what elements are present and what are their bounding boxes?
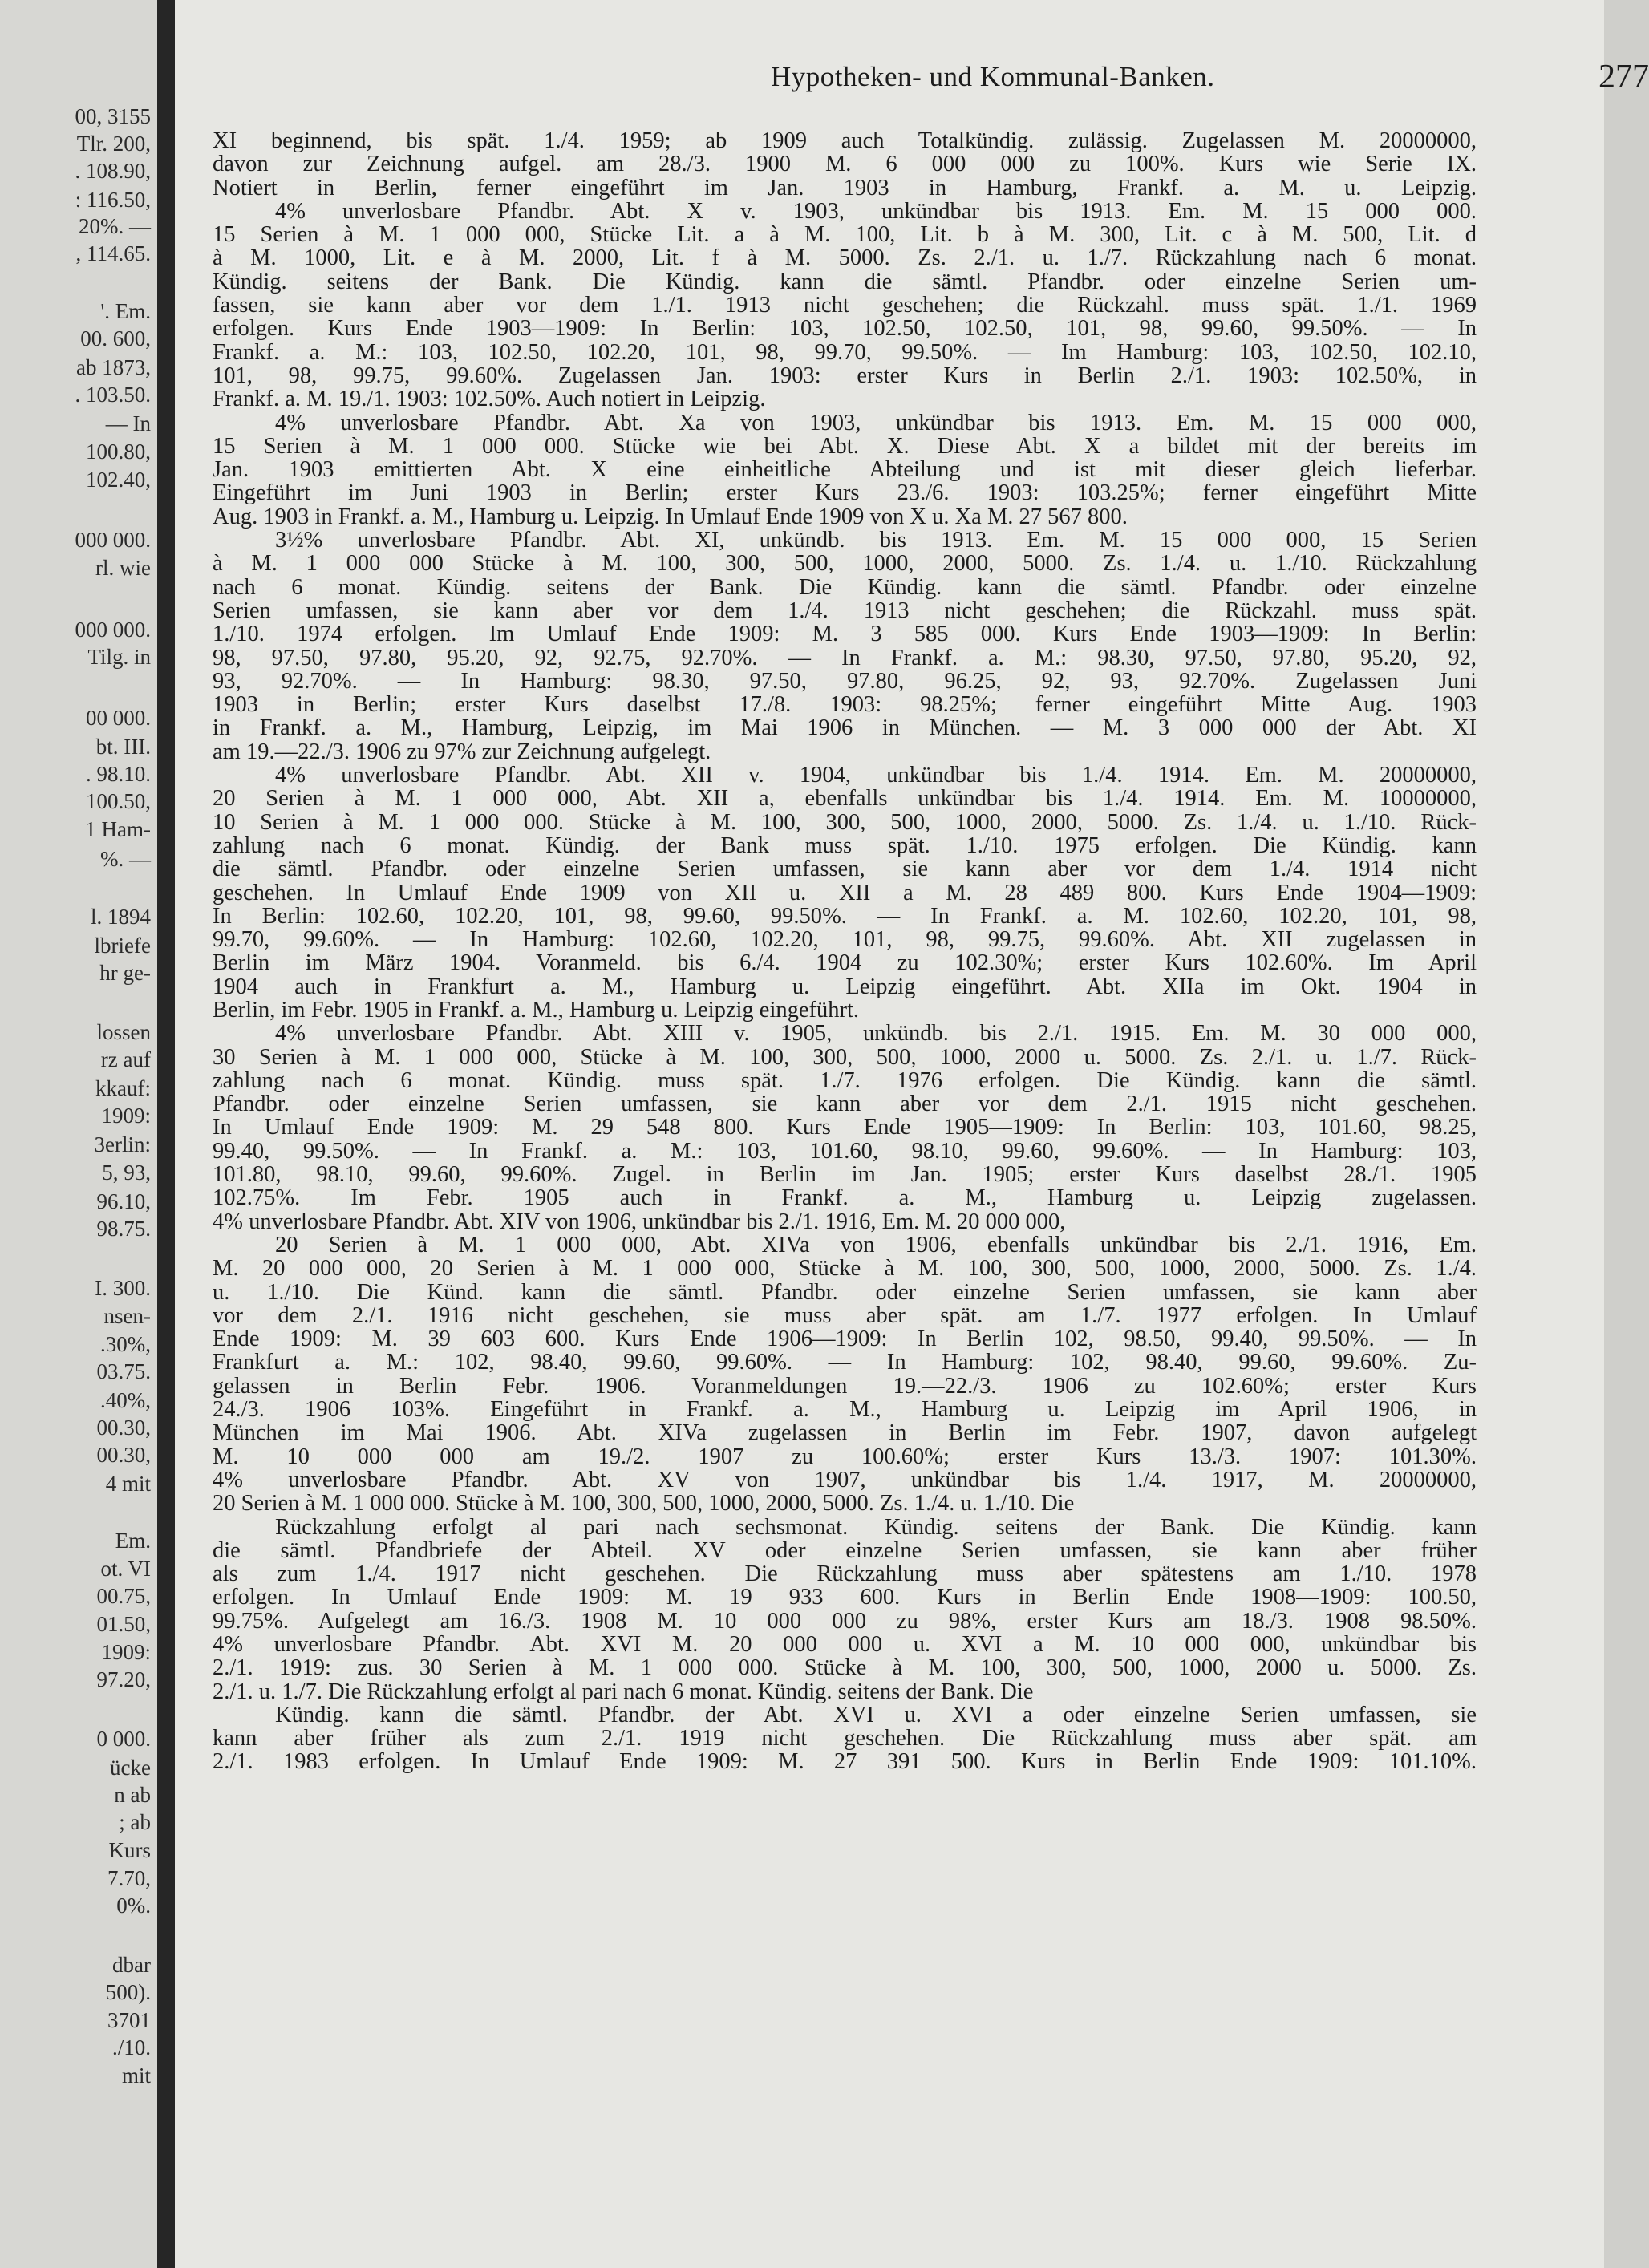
text-line: 1904 auch in Frankfurt a. M., Hamburg u. Leipzig eingeführt. Abt. XIIa im Okt. 1904 in <box>213 974 1477 999</box>
margin-fragment: 102.40, <box>86 468 151 492</box>
text-line: 4% unverlosbare Pfandbr. Abt. XIII v. 1905, unkündb. bis 2./1. 1915. Em. M. 30 000 000, <box>275 1021 1477 1047</box>
text-line: 30 Serien à M. 1 000 000, Stücke à M. 100, 300, 500, 1000, 2000 u. 5000. Zs. 2./1. u. 1./7. Rück- <box>213 1044 1477 1070</box>
text-line: Eingeführt im Juni 1903 in Berlin; erster Kurs 23./6. 1903: 103.25%; ferner eingeführt Mitte <box>213 480 1477 506</box>
margin-fragment: 01.50, <box>96 1612 151 1636</box>
margin-fragment: , 114.65. <box>75 241 151 265</box>
text-line: 1903 in Berlin; erster Kurs daselbst 17./8. 1903: 98.25%; ferner eingeführt Mitte Aug. 1903 <box>213 692 1477 718</box>
text-line: 20 Serien à M. 1 000 000, Abt. XII a, ebenfalls unkündbar bis 1./4. 1914. Em. M. 10000000, <box>213 786 1477 812</box>
margin-fragment: 1 Ham- <box>85 817 151 841</box>
text-line: die sämtl. Pfandbriefe der Abteil. XV oder einzelne Serien umfassen, sie kann aber früher <box>213 1537 1477 1563</box>
text-line: gelassen in Berlin Febr. 1906. Voranmeldungen 19.—22./3. 1906 zu 102.60%; erster Kurs <box>213 1373 1477 1399</box>
text-line: 15 Serien à M. 1 000 000. Stücke wie bei Abt. X. Diese Abt. X a bildet mit der bereits im <box>213 433 1477 459</box>
text-line: 24./3. 1906 103%. Eingeführt in Frankf. a. M., Hamburg u. Leipzig im April 1906, in <box>213 1397 1477 1423</box>
margin-fragment: 4 mit <box>105 1472 151 1496</box>
text-line: am 19.—22./3. 1906 zu 97% zur Zeichnung aufgelegt. <box>213 739 711 764</box>
text-line: erfolgen. In Umlauf Ende 1909: M. 19 933 600. Kurs in Berlin Ende 1908—1909: 100.50, <box>213 1585 1477 1610</box>
margin-fragment: Tilg. in <box>87 645 151 669</box>
margin-fragment: .40%, <box>100 1388 151 1412</box>
text-line: 99.40, 99.50%. — In Frankf. a. M.: 103, 101.60, 98.10, 99.60, 99.60%. — In Hamburg: 103, <box>213 1138 1477 1164</box>
margin-fragment: — In <box>105 411 151 435</box>
text-line: In Umlauf Ende 1909: M. 29 548 800. Kurs Ende 1905—1909: In Berlin: 103, 101.60, 98.25, <box>213 1115 1477 1140</box>
text-line: als zum 1./4. 1917 nicht geschehen. Die Rückzahlung muss aber spätestens am 1./10. 1978 <box>213 1561 1477 1587</box>
text-line: zahlung nach 6 monat. Kündig. muss spät. 1./7. 1976 erfolgen. Die Kündig. kann die sämtl. <box>213 1067 1477 1093</box>
text-line: 4% unverlosbare Pfandbr. Abt. X v. 1903, unkündbar bis 1913. Em. M. 15 000 000. <box>275 198 1477 224</box>
text-line: 4% unverlosbare Pfandbr. Abt. XVI M. 20 000 000 u. XVI a M. 10 000 000, unkündbar bis <box>213 1632 1477 1657</box>
margin-fragment: 1909: <box>101 1640 151 1664</box>
margin-fragment: lbriefe <box>94 934 151 958</box>
margin-fragment: . 103.50. <box>75 383 151 407</box>
text-line: 2./1. 1983 erfolgen. In Umlauf Ende 1909: M. 27 391 500. Kurs in Berlin Ende 1909: 101.10%. <box>213 1749 1477 1775</box>
text-line: 10 Serien à M. 1 000 000. Stücke à M. 100, 300, 500, 1000, 2000, 5000. Zs. 1./4. u. 1./10. Rück- <box>213 809 1477 835</box>
text-line: 99.70, 99.60%. — In Hamburg: 102.60, 102.20, 101, 98, 99.75, 99.60%. Abt. XII zugelassen in <box>213 927 1477 953</box>
text-line: Kündig. seitens der Bank. Die Kündig. kann die sämtl. Pfandbr. oder einzelne Serien um- <box>213 269 1477 294</box>
margin-fragment: 000 000. <box>75 618 151 642</box>
margin-fragment: Kurs <box>108 1838 151 1862</box>
body-text <box>213 129 1477 1774</box>
text-line: Frankfurt a. M.: 102, 98.40, 99.60, 99.60%. — In Hamburg: 102, 98.40, 99.60, 99.60%. Zu- <box>213 1350 1477 1375</box>
text-line: Notiert in Berlin, ferner eingeführt im Jan. 1903 in Hamburg, Frankf. a. M. u. Leipzig. <box>213 175 1477 200</box>
text-line: 101.80, 98.10, 99.60, 99.60%. Zugel. in Berlin im Jan. 1905; erster Kurs daselbst 28./1. 1905 <box>213 1162 1477 1188</box>
margin-fragment: mit <box>121 2063 151 2088</box>
margin-fragment: 00. 600, <box>80 326 151 350</box>
margin-fragment: %. — <box>100 847 151 871</box>
text-line: 101, 98, 99.75, 99.60%. Zugelassen Jan. 1903: erster Kurs in Berlin 2./1. 1903: 102.50%, in <box>213 362 1477 388</box>
text-line: München im Mai 1906. Abt. XIVa zugelassen in Berlin im Febr. 1907, davon aufgelegt <box>213 1420 1477 1446</box>
margin-fragment: 0 000. <box>96 1727 151 1751</box>
margin-fragment: kkauf: <box>95 1076 151 1100</box>
running-head: Hypotheken- und Kommunal-Banken. <box>771 61 1215 92</box>
text-line: erfolgen. Kurs Ende 1903—1909: In Berlin: 103, 102.50, 102.50, 101, 98, 99.60, 99.50%. — In <box>213 316 1477 342</box>
margin-fragment: 1909: <box>101 1104 151 1128</box>
text-line: Berlin, im Febr. 1905 in Frankf. a. M., Hamburg u. Leipzig eingeführt. <box>213 997 860 1023</box>
text-line: geschehen. In Umlauf Ende 1909 von XII u. XII a M. 28 489 800. Kurs Ende 1904—1909: <box>213 880 1477 905</box>
margin-fragment: 7.70, <box>107 1866 151 1890</box>
text-line: 2./1. u. 1./7. Die Rückzahlung erfolgt al pari nach 6 monat. Kündig. seitens der Bank. Die <box>213 1679 1034 1704</box>
text-line: Ende 1909: M. 39 603 600. Kurs Ende 1906—1909: In Berlin 102, 98.50, 99.40, 99.50%. — In <box>213 1326 1477 1352</box>
margin-fragment: 000 000. <box>75 528 151 552</box>
text-line: M. 10 000 000 am 19./2. 1907 zu 100.60%; erster Kurs 13./3. 1907: 101.30%. <box>213 1444 1477 1469</box>
margin-fragment: 500). <box>105 1980 151 2004</box>
margin-fragment: bt. III. <box>95 735 151 759</box>
margin-fragment: 98.75. <box>96 1217 151 1241</box>
text-line: in Frankf. a. M., Hamburg, Leipzig, im Mai 1906 in München. — M. 3 000 000 der Abt. XI <box>213 715 1477 741</box>
margin-fragment: l. 1894 <box>90 905 151 929</box>
margin-fragment: nsen- <box>103 1304 151 1328</box>
text-line: davon zur Zeichnung aufgel. am 28./3. 1900 M. 6 000 000 zu 100%. Kurs wie Serie IX. <box>213 152 1477 177</box>
text-line: 2./1. 1919: zus. 30 Serien à M. 1 000 000. Stücke à M. 100, 300, 500, 1000, 2000 u. 5000. Zs. <box>213 1655 1477 1681</box>
margin-fragment: 00.75, <box>96 1584 151 1608</box>
text-line: Serien umfassen, sie kann aber vor dem 1./4. 1913 nicht geschehen; die Rückzahl. muss spät. <box>213 597 1477 623</box>
text-line: 20 Serien à M. 1 000 000, Abt. XIVa von 1906, ebenfalls unkündbar bis 2./1. 1916, Em. <box>275 1232 1477 1258</box>
page-number: 277 <box>1598 59 1649 95</box>
text-line: Frankf. a. M.: 103, 102.50, 102.20, 101, 98, 99.70, 99.50%. — Im Hamburg: 103, 102.50, 102.10, <box>213 339 1477 365</box>
margin-fragment: rl. wie <box>95 556 151 580</box>
text-line: XI beginnend, bis spät. 1./4. 1959; ab 1909 auch Totalkündig. zulässig. Zugelassen M. 20000000, <box>213 128 1477 153</box>
margin-fragment: 100.50, <box>86 789 151 813</box>
margin-fragment: . 98.10. <box>86 762 151 786</box>
text-line: Jan. 1903 emittierten Abt. X eine einheitliche Abteilung und ist mit dieser gleich lieferbar. <box>213 457 1477 483</box>
margin-fragment: 3701 <box>107 2008 151 2032</box>
margin-fragment: 100.80, <box>86 439 151 464</box>
margin-fragment: ; ab <box>119 1810 151 1834</box>
text-line: à M. 1000, Lit. e à M. 2000, Lit. f à M. 5000. Zs. 2./1. u. 1./7. Rückzahlung nach 6 monat. <box>213 245 1477 271</box>
text-line: à M. 1 000 000 Stücke à M. 100, 300, 500, 1000, 2000, 5000. Zs. 1./4. u. 1./10. Rückzahlung <box>213 551 1477 577</box>
text-line: 4% unverlosbare Pfandbr. Abt. XIV von 1906, unkündbar bis 2./1. 1916, Em. M. 20 000 000, <box>213 1209 1066 1234</box>
text-line: 98, 97.50, 97.80, 95.20, 92, 92.75, 92.70%. — In Frankf. a. M.: 98.30, 97.50, 97.80, 95.20, 92, <box>213 645 1477 670</box>
margin-fragment: . 108.90, <box>75 159 151 183</box>
margin-fragment: ab 1873, <box>76 355 151 379</box>
text-line: die sämtl. Pfandbr. oder einzelne Serien umfassen, sie kann aber vor dem 1./4. 1914 nicht <box>213 857 1477 882</box>
margin-fragment: 00.30, <box>96 1415 151 1440</box>
text-line: Pfandbr. oder einzelne Serien umfassen, sie kann aber vor dem 2./1. 1915 nicht geschehen. <box>213 1091 1477 1117</box>
text-line: Aug. 1903 in Frankf. a. M., Hamburg u. Leipzig. In Umlauf Ende 1909 von X u. Xa M. 27 567 800. <box>213 504 1128 529</box>
text-line: 99.75%. Aufgelegt am 16./3. 1908 M. 10 000 000 zu 98%, erster Kurs am 18./3. 1908 98.50%. <box>213 1608 1477 1634</box>
text-line: M. 20 000 000, 20 Serien à M. 1 000 000, Stücke à M. 100, 300, 500, 1000, 2000, 5000. Zs. 1./4. <box>213 1256 1477 1282</box>
margin-fragment: n ab <box>114 1783 151 1807</box>
margin-fragment: 00 000. <box>86 706 151 730</box>
text-line: 4% unverlosbare Pfandbr. Abt. XV von 1907, unkündbar bis 1./4. 1917, M. 20000000, <box>213 1467 1477 1492</box>
text-line: Frankf. a. M. 19./1. 1903: 102.50%. Auch notiert in Leipzig. <box>213 387 766 412</box>
margin-fragment: I. 300. <box>95 1276 151 1300</box>
text-line: zahlung nach 6 monat. Kündig. der Bank muss spät. 1./10. 1975 erfolgen. Die Kündig. kann <box>213 832 1477 858</box>
margin-fragment: Em. <box>115 1529 151 1553</box>
margin-fragment: ot. VI <box>100 1557 151 1581</box>
text-line: In Berlin: 102.60, 102.20, 101, 98, 99.60, 99.50%. — In Frankf. a. M. 102.60, 102.20, 101, 98, <box>213 903 1477 929</box>
margin-fragment: 0%. <box>116 1893 151 1918</box>
text-line: 102.75%. Im Febr. 1905 auch in Frankf. a. M., Hamburg u. Leipzig zugelassen. <box>213 1185 1477 1211</box>
margin-fragment: lossen <box>96 1020 151 1044</box>
margin-fragment: 03.75. <box>96 1359 151 1383</box>
text-line: 1./10. 1974 erfolgen. Im Umlauf Ende 1909: M. 3 585 000. Kurs Ende 1903—1909: In Berlin: <box>213 622 1477 647</box>
margin-fragment: 96.10, <box>96 1189 151 1213</box>
text-line: vor dem 2./1. 1916 nicht geschehen, sie muss aber spät. am 1./7. 1977 erfolgen. In Umlauf <box>213 1302 1477 1328</box>
margin-fragment: .30%, <box>100 1332 151 1356</box>
previous-page-margin-strip <box>0 0 157 2268</box>
text-line: u. 1./10. Die Künd. kann die sämtl. Pfandbr. oder einzelne Serien umfassen, sie kann aber <box>213 1279 1477 1305</box>
margin-fragment: hr ge- <box>99 961 151 985</box>
text-line: Rückzahlung erfolgt al pari nach sechsmonat. Kündig. seitens der Bank. Die Kündig. kann <box>275 1514 1477 1540</box>
text-line: 3½% unverlosbare Pfandbr. Abt. XI, unkündb. bis 1913. Em. M. 15 000 000, 15 Serien <box>275 528 1477 553</box>
text-line: 4% unverlosbare Pfandbr. Abt. Xa von 1903, unkündbar bis 1913. Em. M. 15 000 000, <box>275 410 1477 435</box>
margin-fragment: ./10. <box>111 2035 151 2059</box>
margin-fragment: 20%. — <box>79 214 151 238</box>
margin-fragment: 00, 3155 <box>75 104 151 128</box>
text-line: Kündig. kann die sämtl. Pfandbr. der Abt. XVI u. XVI a oder einzelne Serien umfassen, sie <box>275 1702 1477 1727</box>
text-line: 15 Serien à M. 1 000 000, Stücke Lit. a à M. 100, Lit. b à M. 300, Lit. c à M. 500, Lit. d <box>213 222 1477 248</box>
margin-fragment: dbar <box>112 1953 151 1977</box>
margin-fragment: Tlr. 200, <box>76 132 151 156</box>
margin-fragment: 5, 93, <box>102 1160 151 1185</box>
margin-fragment: rz auf <box>100 1047 151 1071</box>
text-line: 20 Serien à M. 1 000 000. Stücke à M. 100, 300, 500, 1000, 2000, 5000. Zs. 1./4. u. 1./10. Die <box>213 1491 1075 1517</box>
margin-fragment: 00.30, <box>96 1443 151 1467</box>
text-line: kann aber früher als zum 2./1. 1919 nicht geschehen. Die Rückzahlung muss aber spät. am <box>213 1726 1477 1752</box>
margin-fragment: : 116.50, <box>75 188 151 212</box>
text-line: 93, 92.70%. — In Hamburg: 98.30, 97.50, 97.80, 96.25, 92, 93, 92.70%. Zugelassen Juni <box>213 668 1477 694</box>
text-line: Berlin im März 1904. Voranmeld. bis 6./4. 1904 zu 102.30%; erster Kurs 102.60%. Im April <box>213 950 1477 976</box>
margin-fragment: ücke <box>110 1756 151 1780</box>
text-line: nach 6 monat. Kündig. seitens der Bank. Die Kündig. kann die sämtl. Pfandbr. oder einzelne <box>213 574 1477 600</box>
book-gutter <box>157 0 175 2268</box>
text-line: 4% unverlosbare Pfandbr. Abt. XII v. 1904, unkündbar bis 1./4. 1914. Em. M. 20000000, <box>275 763 1477 788</box>
margin-fragment: 3erlin: <box>94 1132 151 1156</box>
margin-fragment: '. Em. <box>100 299 151 323</box>
text-line: fassen, sie kann aber vor dem 1./1. 1913 nicht geschehen; die Rückzahl. muss spät. 1./1. 1969 <box>213 293 1477 318</box>
margin-fragment: 97.20, <box>96 1667 151 1691</box>
